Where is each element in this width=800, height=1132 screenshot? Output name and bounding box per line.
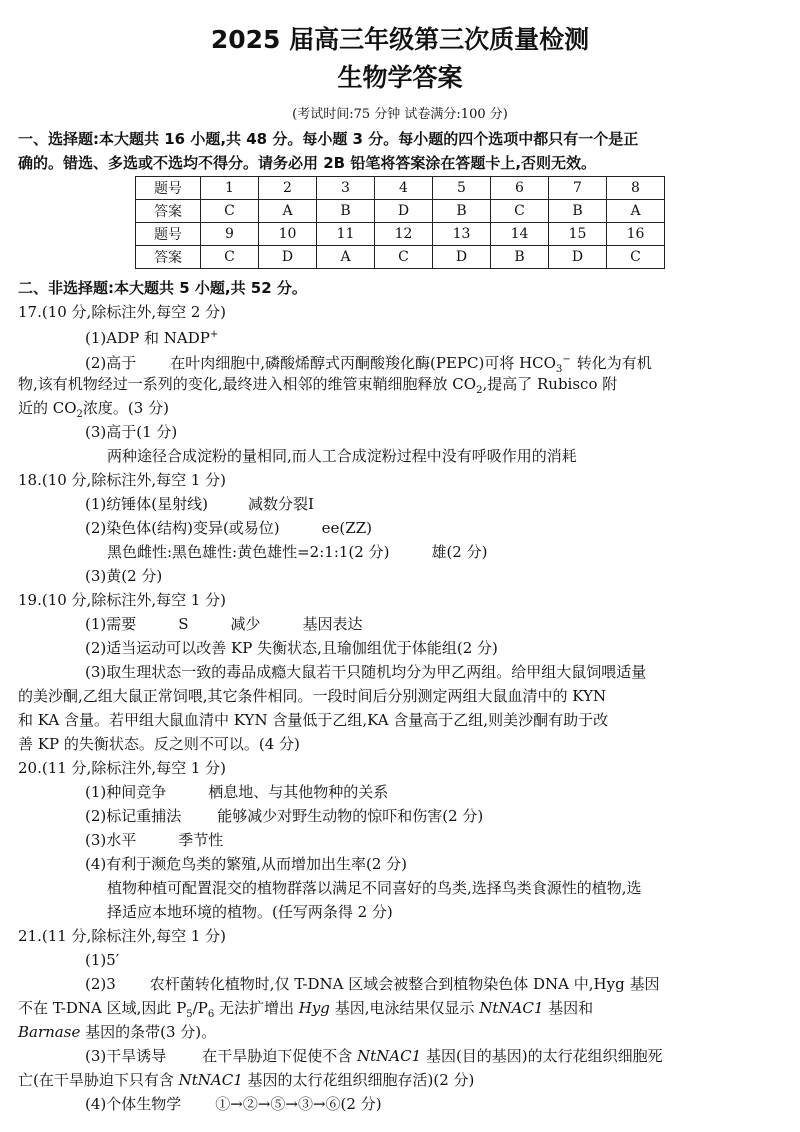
q18-answer-3: (3)黄(2 分) [85, 567, 163, 585]
q17-answer-1: (1)ADP 和 NADP+ [85, 329, 219, 347]
table-cell: B [549, 200, 607, 223]
q18-header: 18.(10 分,除标注外,每空 1 分) [18, 471, 227, 489]
q20-answer-4: (4)有利于濒危鸟类的繁殖,从而增加出生率(2 分) [85, 855, 408, 873]
q17-answer-2: (2)高于 在叶肉细胞中,磷酸烯醇式丙酮酸羧化酶(PEPC)可将 $HCO_3^-$ 转化为有机 [85, 354, 652, 375]
table-row-answer [136, 200, 665, 223]
table-cell: 14 [491, 223, 549, 246]
table-cell: B [433, 200, 491, 223]
q19-answer-1: (1)需要 S 减少 基因表达 [85, 615, 363, 633]
table-cell: D [375, 200, 433, 223]
q20-answer-4-cont2: 择适应本地环境的植物。(任写两条得 2 分) [107, 903, 393, 921]
q17-header: 17.(10 分,除标注外,每空 2 分) [18, 303, 227, 321]
q19-header: 19.(10 分,除标注外,每空 1 分) [18, 591, 227, 609]
table-row-question [136, 177, 665, 200]
table-row-answer [136, 246, 665, 269]
table-cell: A [607, 200, 665, 223]
q18-answer-2-ratio: 黑色雌性:黑色雄性:黄色雄性=2:1:1(2 分) 雄(2 分) [107, 543, 488, 561]
q21-answer-3: (3)干旱诱导 在干旱胁迫下促使不含 NtNAC1 基因(目的基因)的太行花组织细胞死 [85, 1047, 663, 1065]
q21-answer-2-cont2: Barnase 基因的条带(3 分)。 [18, 1023, 217, 1041]
table-cell: 8 [607, 177, 665, 200]
table-cell: 7 [549, 177, 607, 200]
exam-info: (考试时间:75 分钟 试卷满分:100 分) [292, 107, 508, 122]
table-cell: 4 [375, 177, 433, 200]
q21-answer-1: (1)5′ [85, 951, 120, 969]
q19-answer-3-cont3: 善 KP 的失衡状态。反之则不可以。(4 分) [18, 735, 300, 753]
table-cell: A [259, 200, 317, 223]
section1-heading-line1: 一、选择题:本大题共 16 小题,共 48 分。每小题 3 分。每小题的四个选项中都只有一个是正 [18, 130, 639, 148]
table-cell: B [491, 246, 549, 269]
exam-title: 2025 届高三年级第三次质量检测 [210, 25, 590, 54]
q17-answer-2-cont2: 近的 $CO_2$浓度。(3 分) [18, 399, 169, 420]
table-cell: C [491, 200, 549, 223]
table-cell: D [259, 246, 317, 269]
q19-answer-3: (3)取生理状态一致的毒品成瘾大鼠若干只随机均分为甲乙两组。给甲组大鼠饲喂适量 [85, 663, 647, 681]
q21-answer-2: (2)3 农杆菌转化植物时,仅 T-DNA 区域会被整合到植物染色体 DNA 中,Hyg 基因 [85, 975, 660, 993]
table-cell: B [317, 200, 375, 223]
table-cell: 12 [375, 223, 433, 246]
table-cell: 15 [549, 223, 607, 246]
section2-heading: 二、非选择题:本大题共 5 小题,共 52 分。 [18, 279, 307, 297]
table-cell: C [375, 246, 433, 269]
table-cell: C [201, 200, 259, 223]
row-label: 答案 [136, 200, 201, 223]
answer-title: 生物学答案 [337, 63, 463, 92]
table-row-question [136, 223, 665, 246]
table-cell: 13 [433, 223, 491, 246]
table-cell: C [201, 246, 259, 269]
q18-answer-2: (2)染色体(结构)变异(或易位) ee(ZZ) [85, 519, 372, 537]
table-cell: 1 [201, 177, 259, 200]
q18-answer-1: (1)纺锤体(星射线) 减数分裂Ⅰ [85, 495, 314, 513]
q19-answer-3-cont: 的美沙酮,乙组大鼠正常饲喂,其它条件相同。一段时间后分别测定两组大鼠血清中的 KYN [18, 687, 607, 705]
row-label: 答案 [136, 246, 201, 269]
table-cell: 2 [259, 177, 317, 200]
q20-answer-3: (3)水平 季节性 [85, 831, 224, 849]
table-cell: 11 [317, 223, 375, 246]
table-cell: 16 [607, 223, 665, 246]
table-cell: 3 [317, 177, 375, 200]
answer-table [135, 176, 665, 269]
q20-answer-1: (1)种间竞争 栖息地、与其他物种的关系 [85, 783, 389, 801]
table-cell: A [317, 246, 375, 269]
table-cell: 6 [491, 177, 549, 200]
q19-answer-2: (2)适当运动可以改善 KP 失衡状态,且瑜伽组优于体能组(2 分) [85, 639, 498, 657]
q20-answer-4-cont: 植物种植可配置混交的植物群落以满足不同喜好的鸟类,选择鸟类食源性的植物,选 [107, 879, 642, 897]
row-label: 题号 [136, 177, 201, 200]
q21-answer-2-cont: 不在 T-DNA 区域,因此 $P_5/P_6$ 无法扩增出 Hyg 基因,电泳结果仅显示 NtNAC1 基因和 [18, 999, 594, 1020]
table-cell: C [607, 246, 665, 269]
table-cell: 10 [259, 223, 317, 246]
q21-answer-4: (4)个体生物学 ①→②→⑤→③→⑥(2 分) [85, 1095, 382, 1113]
q17-answer-3-reason: 两种途径合成淀粉的量相同,而人工合成淀粉过程中没有呼吸作用的消耗 [107, 447, 577, 465]
q21-header: 21.(11 分,除标注外,每空 1 分) [18, 927, 227, 945]
q19-answer-3-cont2: 和 KA 含量。若甲组大鼠血清中 KYN 含量低于乙组,KA 含量高于乙组,则美沙酮有助于改 [18, 711, 609, 729]
table-cell: 9 [201, 223, 259, 246]
q20-answer-2: (2)标记重捕法 能够减少对野生动物的惊吓和伤害(2 分) [85, 807, 484, 825]
table-cell: D [433, 246, 491, 269]
row-label: 题号 [136, 223, 201, 246]
table-cell: 5 [433, 177, 491, 200]
q17-answer-2-cont: 物,该有机物经过一系列的变化,最终进入相邻的维管束鞘细胞释放 $CO_2$,提高了 Rubisco 附 [18, 375, 618, 396]
table-cell: D [549, 246, 607, 269]
section1-heading-line2: 确的。错选、多选或不选均不得分。请务必用 2B 铅笔将答案涂在答题卡上,否则无效。 [18, 154, 597, 172]
q20-header: 20.(11 分,除标注外,每空 1 分) [18, 759, 227, 777]
q17-answer-3: (3)高于(1 分) [85, 423, 178, 441]
q21-answer-3-cont: 亡(在干旱胁迫下只有含 NtNAC1 基因的太行花组织细胞存活)(2 分) [18, 1071, 475, 1089]
